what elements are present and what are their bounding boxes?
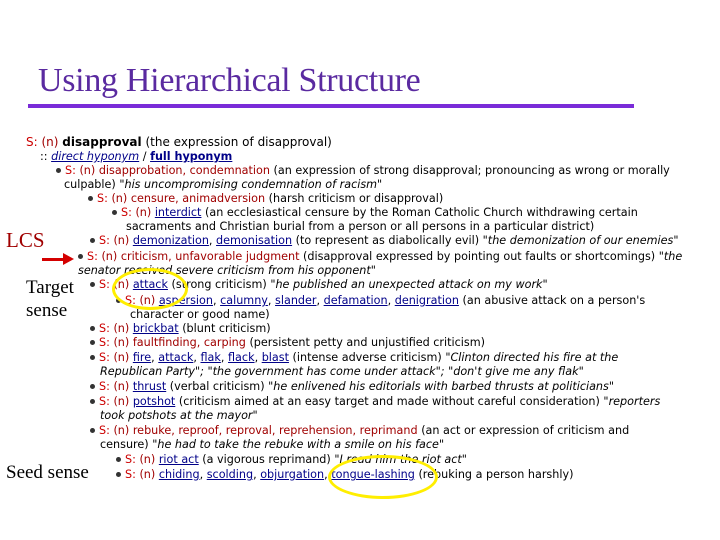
bullet-icon xyxy=(90,384,95,389)
list-item: S: (n) criticism, unfavorable judgment (disapproval expressed by pointing out faults or shortcomings) "the xyxy=(78,250,682,263)
thrust-link[interactable]: thrust xyxy=(132,380,167,393)
slide-title: Using Hierarchical Structure xyxy=(38,62,421,99)
blast-link[interactable]: blast xyxy=(261,351,289,364)
calumny-link[interactable]: calumny xyxy=(220,294,268,307)
attack-link[interactable]: attack xyxy=(132,278,168,291)
target-sense-label xyxy=(26,276,74,322)
list-item: S: (n) faultfinding, carping (persistent petty and unjustified criticism) xyxy=(90,336,485,349)
interdict-link[interactable]: interdict xyxy=(154,206,202,219)
hyponym-links: :: direct hyponym / full hyponym xyxy=(40,150,233,163)
list-item: S: (n) aspersion, calumny, slander, defamation, denigration (an abusive attack on a person's xyxy=(116,294,645,307)
tongue-lashing-link[interactable]: tongue-lashing xyxy=(331,468,415,481)
sense-marker[interactable]: S: xyxy=(26,135,38,149)
target-highlight-ring xyxy=(112,268,188,310)
bullet-icon xyxy=(116,457,121,462)
list-item: S: (n) attack (strong criticism) "he published an unexpected attack on my work" xyxy=(90,278,548,291)
demonisation-link[interactable]: demonisation xyxy=(216,234,293,247)
demonization-link[interactable]: demonization xyxy=(132,234,209,247)
bullet-icon xyxy=(90,340,95,345)
flak-link[interactable]: flak xyxy=(200,351,221,364)
head-entry: S: (n) disapproval (the expression of disapproval) xyxy=(26,135,332,149)
denigration-link[interactable]: denigration xyxy=(394,294,459,307)
slander-link[interactable]: slander xyxy=(275,294,317,307)
list-item: S: (n) demonization, demonisation (to represent as diabolically evil) "the demonization of our enemies" xyxy=(90,234,679,247)
list-item-cont: took potshots at the mayor" xyxy=(100,409,258,422)
list-item: S: (n) potshot (criticism aimed at an easy target and made without careful consideration) "reporters xyxy=(90,395,660,408)
list-item: S: (n) brickbat (blunt criticism) xyxy=(90,322,271,335)
lcs-arrow-head xyxy=(63,253,74,265)
full-hyponym-link[interactable]: full hyponym xyxy=(150,150,233,163)
list-item: S: (n) thrust (verbal criticism) "he enlivened his editorials with barbed thrusts at politicians" xyxy=(90,380,614,393)
list-item: S: (n) chiding, scolding, objurgation, tongue-lashing (rebuking a person harshly) xyxy=(116,468,573,481)
title-underline xyxy=(28,104,634,108)
bullet-icon xyxy=(90,282,95,287)
list-item: S: (n) riot act (a vigorous reprimand) "I read him the riot act" xyxy=(116,453,467,466)
riot-act-link[interactable]: riot act xyxy=(158,453,199,466)
objurgation-link[interactable]: objurgation xyxy=(260,468,325,481)
defamation-link[interactable]: defamation xyxy=(323,294,388,307)
head-word: disapproval xyxy=(62,135,142,149)
scolding-link[interactable]: scolding xyxy=(206,468,254,481)
list-item-cont: sacraments and Christian burial from a person or all persons in a particular district) xyxy=(126,220,595,233)
flack-link[interactable]: flack xyxy=(228,351,255,364)
fire-link[interactable]: fire xyxy=(132,351,152,364)
list-item-cont: senator received severe criticism from his opponent" xyxy=(78,264,376,277)
seed-highlight-ring xyxy=(328,455,438,499)
bullet-icon xyxy=(90,428,95,433)
list-item: S: (n) disapprobation, condemnation (an expression of strong disapproval; pronouncing as wrong or morally xyxy=(56,164,670,177)
brickbat-link[interactable]: brickbat xyxy=(132,322,179,335)
bullet-icon xyxy=(116,472,121,477)
aspersion-link[interactable]: aspersion xyxy=(158,294,213,307)
list-item: S: (n) censure, animadversion (harsh criticism or disapproval) xyxy=(88,192,443,205)
list-item: S: (n) rebuke, reproof, reproval, reprehension, reprimand (an act or expression of criticism and xyxy=(90,424,629,437)
bullet-icon xyxy=(90,238,95,243)
list-item-cont: culpable) "his uncompromising condemnation of racism" xyxy=(64,178,383,191)
target-label-line2: sense xyxy=(26,300,68,321)
bullet-icon xyxy=(88,196,93,201)
bullet-icon xyxy=(78,254,83,259)
list-item-cont: character or good name) xyxy=(130,308,270,321)
list-item-cont: censure) "he had to take the rebuke with a smile on his face" xyxy=(100,438,445,451)
bullet-icon xyxy=(90,399,95,404)
lcs-label: LCS xyxy=(6,228,45,252)
direct-hyponym-link[interactable]: direct hyponym xyxy=(51,150,140,163)
bullet-icon xyxy=(56,168,61,173)
attack-link-2[interactable]: attack xyxy=(158,351,194,364)
target-label-line1: Target xyxy=(26,277,74,298)
list-item-cont: Republican Party"; "the government has come under attack"; "don't give me any flak" xyxy=(100,365,584,378)
bullet-icon xyxy=(90,326,95,331)
seed-sense-label: Seed sense xyxy=(6,462,89,483)
list-item: S: (n) interdict (an ecclesiastical censure by the Roman Catholic Church withdrawing certain xyxy=(112,206,638,219)
chiding-link[interactable]: chiding xyxy=(158,468,200,481)
bullet-icon xyxy=(112,210,117,215)
potshot-link[interactable]: potshot xyxy=(132,395,176,408)
bullet-icon xyxy=(90,355,95,360)
list-item: S: (n) fire, attack, flak, flack, blast (intense adverse criticism) "Clinton directed his fire at the xyxy=(90,351,618,364)
